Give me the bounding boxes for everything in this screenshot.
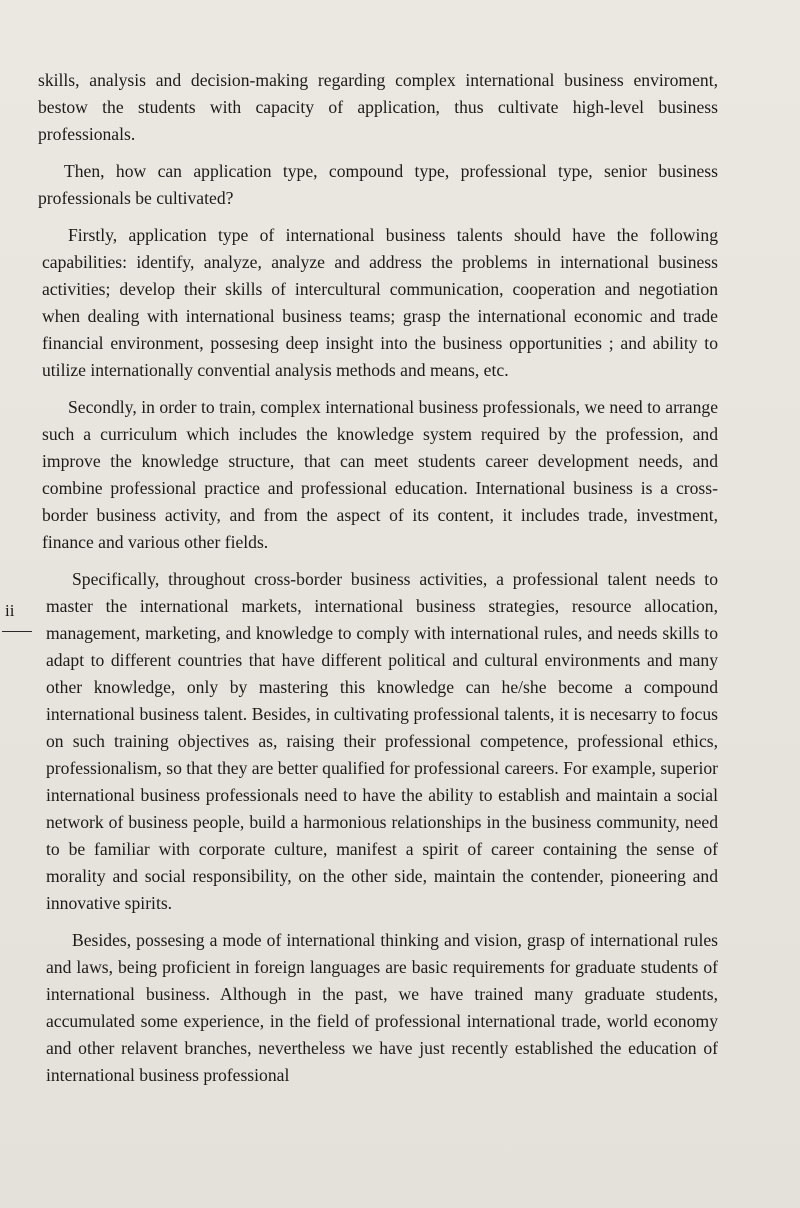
page-number-rule — [2, 631, 32, 632]
paragraph: Besides, possesing a mode of international thinking and vision, grasp of international rules and laws, being proficient in foreign languages are basic requirements for graduate students of international business. Although in the past, we have trained many graduate students, accumulated some experience, in the field of professional international trade, world economy and other relavent branches, nevertheless we have just recently established the education of international business professional — [46, 930, 718, 1085]
paragraph: Specifically, throughout cross-border business activities, a professional talent needs to master the international markets, international business strategies, resource allocation, management, marketing, and knowledge to comply with international rules, and needs skills to adapt to different countries that have different political and cultural environments and many other knowledge, only by mastering this knowledge can he/she become a compound international business talent. Besides, in cultivating professional talents, it is necesarry to focus on such training objectives as, raising their professional competence, professional ethics, professionalism, so that they are better qualified for professional careers. For example, superior international business professionals need to have the ability to establish and maintain a social network of business people, build a harmonious relationships in the business community, need to be familiar with corporate culture, manifest a spirit of career containing the sense of morality and social responsibility, on the other side, maintain the contender, pioneering and innovative spirits. — [46, 569, 718, 913]
page-number: ii — [5, 601, 15, 620]
paragraph: Then, how can application type, compound type, professional type, senior business professionals be cultivated? — [38, 161, 718, 208]
body-text — [38, 67, 718, 1099]
paragraph: Secondly, in order to train, complex international business professionals, we need to arrange such a curriculum which includes the knowledge system required by the profession, and improve the knowledge structure, that can meet students career development needs, and combine professional practice and professional education. International business is a cross-border business activity, and from the aspect of its content, it includes trade, investment, finance and various other fields. — [42, 397, 718, 552]
paragraph: Firstly, application type of international business talents should have the following capabilities: identify, analyze, analyze and address the problems in international business activities; develop their skills of intercultural communication, cooperation and negotiation when dealing with international business teams; grasp the international economic and trade financial environment, possesing deep insight into the business opportunities ; and ability to utilize internationally convential analysis methods and means, etc. — [42, 225, 718, 380]
paragraph: skills, analysis and decision-making regarding complex international business enviroment, bestow the students with capacity of application, thus cultivate high-level business professionals. — [38, 70, 718, 144]
